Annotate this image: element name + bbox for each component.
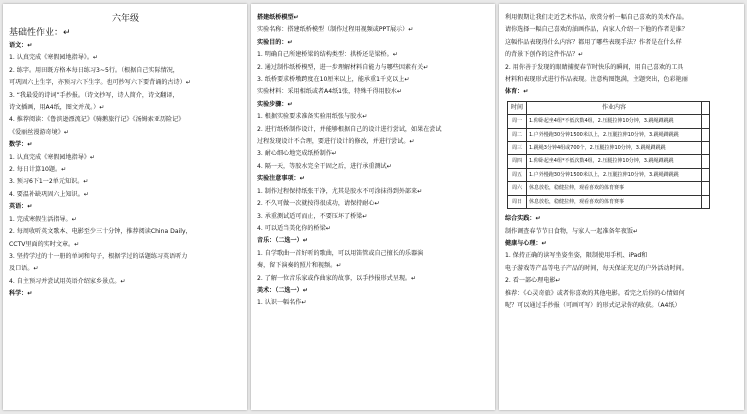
- text-line: 1. 根据实验要求准备实验用纸张与胶水↵: [257, 113, 368, 121]
- text-line: 3. 承重测试适可而止，不要压坏了桥梁↵: [257, 212, 368, 220]
- text-line: 4. 可以适当美化你的桥梁↵: [257, 224, 331, 232]
- table-row: [508, 168, 710, 181]
- table-row: [508, 182, 710, 195]
- text-line: CCTV里面的实时文章。↵: [9, 240, 80, 248]
- text-line: 3. 预习6下1一2单元知识。↵: [9, 178, 89, 186]
- section-heading: 实验目的：↵: [257, 38, 293, 46]
- document-page-3: [499, 4, 744, 410]
- page-3-text-top: [505, 12, 739, 99]
- text-line: 利用假期让我们走近艺术作品，欣赏分析一幅自己喜欢的美术作品。: [505, 14, 688, 21]
- text-line: 材料和表现形式进行作品表现。注意构图饱满，主题突出，色彩艳丽: [505, 76, 688, 84]
- text-line: 2. 了解一位音乐家或作曲家的故事，以手抄报形式呈现。↵: [257, 274, 417, 282]
- pe-schedule-table: [507, 101, 710, 209]
- table-edge-cell: [702, 195, 710, 208]
- section-heading: 体育：↵: [505, 88, 529, 96]
- text-line: 2. 每周收听英文歌本、电影至少三十分钟，推荐阅读China Daily，: [9, 228, 192, 236]
- section-heading: 综合实践：↵: [505, 215, 541, 223]
- section-heading: 音乐：（二选一）↵: [257, 237, 308, 245]
- section-heading: 数学：↵: [9, 141, 33, 149]
- text-line: 1. 认真完成《寒假园地指导》。↵: [9, 54, 99, 62]
- text-line: 诗文插画，用A4纸，图文并茂。）↵: [9, 104, 105, 112]
- page-3-text-bottom: [505, 213, 739, 312]
- day-cell: 周日: [508, 195, 527, 208]
- text-line: 3. “我最爱的诗词”手抄报。（诗文抄写，诗人简介，诗文翻译，: [9, 91, 179, 99]
- text-line: 2. 进行纸桥制作设计，并能够根据自己的设计进行尝试，如果在尝试: [257, 125, 442, 133]
- text-line: 4. 推荐阅读：《鲁滨逊漂流记》《骑鹅旅行记》《汤姆索亚历险记》: [9, 116, 185, 124]
- text-line: 2. 看一部心理电影↵: [505, 277, 561, 285]
- day-cell: 周六: [508, 182, 527, 195]
- text-line: 过程发现设计不合理，要进行设计的修改，并进行尝试。↵: [257, 138, 415, 146]
- section-heading: 美术：（二选一）↵: [257, 286, 308, 294]
- text-line: 请你选择一幅自己喜欢的油画作品，向家人介绍一下他的作者是谁？: [505, 26, 688, 34]
- text-line: 1. 完成寒假生活指导。↵: [9, 215, 77, 223]
- section-heading: 实验注意事项：↵: [257, 175, 305, 183]
- content-cell: 1.跳绳3分钟4组或700个，2.压腿拉伸10分钟，3.跳绳蹲跳跳: [527, 142, 702, 155]
- text-line: 1. 认真完成《寒假园地指导》↵: [9, 153, 95, 161]
- text-line: 呢？可以通过手抄报（可画可写）的形式记录你的收获。（A4纸）: [505, 301, 681, 309]
- table-row: [508, 142, 710, 155]
- table-edge-cell: [702, 155, 710, 168]
- page-2-text: [251, 4, 495, 310]
- day-cell: 周五: [508, 168, 527, 181]
- text-line: 及口语。↵: [9, 265, 39, 273]
- text-line: 4. 隔一天，等胶水完全干固之后，进行承重测试↵: [257, 162, 392, 170]
- section-heading: 科学：↵: [9, 290, 33, 298]
- table-edge-cell: [702, 101, 710, 114]
- text-line: 1. 保持正确的读写坐姿坐姿，限制使用手机、iPad和: [505, 252, 648, 260]
- content-cell: 休息放松，稳健拉伸，观看喜欢的体育赛事: [527, 182, 702, 195]
- text-line: 4. 自主预习并尝试用英语介绍家乡景点。↵: [9, 277, 126, 285]
- table-edge-cell: [702, 168, 710, 181]
- text-line: 2. 用你善于发现的眼睛捕捉春节时快乐的瞬间，用自己喜欢的工具: [505, 63, 684, 71]
- text-line: 奏，留下演奏的照片和视频。↵: [257, 262, 342, 270]
- table-row: [508, 155, 710, 168]
- text-line: 3. 纸桥要求桥墩跨度在10厘米以上，能承重1千克以上↵: [257, 76, 410, 84]
- day-column-header: 时间: [508, 101, 527, 114]
- text-line: 电子游戏等产品等电子产品的时间，每天保证充足的户外活动时间。: [505, 264, 688, 272]
- content-cell: 1.仰卧起坐4组*不低次数4组，2.压腿拉伸10分钟，3.跳绳蹲跳跳: [527, 155, 702, 168]
- text-line: 1. 制作过程保持纸张干净，尤其是胶水不可涂抹得到外部来↵: [257, 187, 423, 195]
- text-line: 实验名称：搭建纸桥模型（制作过程用视频或PPT展示）↵: [257, 26, 414, 34]
- text-line: 2. 通过制作纸桥模型，进一步理解材料自能力与哪些因素有关↵: [257, 63, 429, 71]
- text-line: 的背景下创作的这件作品？↵: [505, 51, 584, 59]
- text-line: 2. 不久可做一次就按得很成功，请保持耐心↵: [257, 200, 380, 208]
- content-cell: 休息放松，稳健拉伸，观看喜欢的体育赛事: [527, 195, 702, 208]
- content-column-header: 作业内容: [527, 101, 702, 114]
- day-cell: 周二: [508, 128, 527, 141]
- text-line: 3. 坚持学过的十一册的单词和句子，根据学过的话题练习英语听力: [9, 252, 188, 260]
- document-page-2: [251, 4, 495, 410]
- text-line: 这幅作品表现得什么内容？都用了哪些表现手法？作者是在什么样: [505, 38, 682, 46]
- text-line: 六年级: [111, 14, 139, 24]
- table-row: [508, 128, 710, 141]
- section-heading: 语文：↵: [9, 42, 33, 49]
- table-edge-cell: [702, 182, 710, 195]
- content-cell: 1.户外慢跑30分钟1500米以上，2.压腿拉伸10分钟，3.跳绳蹲跳跳: [527, 128, 702, 141]
- table-header-row: [508, 101, 710, 114]
- table-row: [508, 195, 710, 208]
- content-cell: 1.仰卧起坐4组*不低次数4组，2.压腿拉伸10分钟，3.跳绳蹲跳跳: [527, 115, 702, 128]
- text-line: 4. 要温补缺巩固六上知识。↵: [9, 190, 89, 198]
- text-line: 2. 每日计算10题。↵: [9, 166, 67, 174]
- section-heading: 搭建纸桥模型↵: [257, 14, 299, 21]
- text-line: 实验材料：采用相纸或者A4纸1张，特殊千得用胶水↵: [257, 88, 402, 96]
- table-edge-cell: [702, 115, 710, 128]
- table-edge-cell: [702, 142, 710, 155]
- text-line: 1. 明确自己所建桥梁的结构类型：拱桥还是梁桥。↵: [257, 51, 398, 59]
- text-line: 推荐：《心灵奇旅》或者你喜欢的其他电影。看完之后你的心情如何: [505, 289, 685, 297]
- text-line: 制作调查春节节日食物，与家人一起准备年夜饭↵: [505, 227, 639, 235]
- text-line: 基础性作业：↵: [9, 28, 71, 38]
- text-line: 《爱丽丝漫游奇境》↵: [9, 128, 69, 136]
- day-cell: 周三: [508, 142, 527, 155]
- text-line: 3. 耐心细心地完成纸桥制作↵: [257, 150, 337, 158]
- page-1-text: [3, 4, 247, 301]
- section-heading: 健康与心理：↵: [505, 239, 547, 247]
- content-cell: 1.户外慢跑30分钟1500米以上，2.压腿拉伸10分钟，3.跳绳蹲跳跳: [527, 168, 702, 181]
- section-heading: 实验步骤：↵: [257, 100, 293, 108]
- section-heading: 英语：↵: [9, 203, 33, 211]
- document-page-1: [3, 4, 247, 410]
- table-edge-cell: [702, 128, 710, 141]
- text-line: 1. 自学歌曲一首好听的歌曲，可以用笛管或自己擅长的乐器演: [257, 249, 424, 257]
- table-row: [508, 115, 710, 128]
- day-cell: 周一: [508, 115, 527, 128]
- text-line: 1. 认识一幅名作↵: [257, 299, 307, 307]
- text-line: 2. 练字。用田既方格本每日练习3~5行。（根据自己实际情况，: [9, 66, 179, 74]
- text-line: 可巩固六上生字，亦预习六下生字。也可抄写六下要背诵的古诗）↵: [9, 79, 191, 87]
- day-cell: 周四: [508, 155, 527, 168]
